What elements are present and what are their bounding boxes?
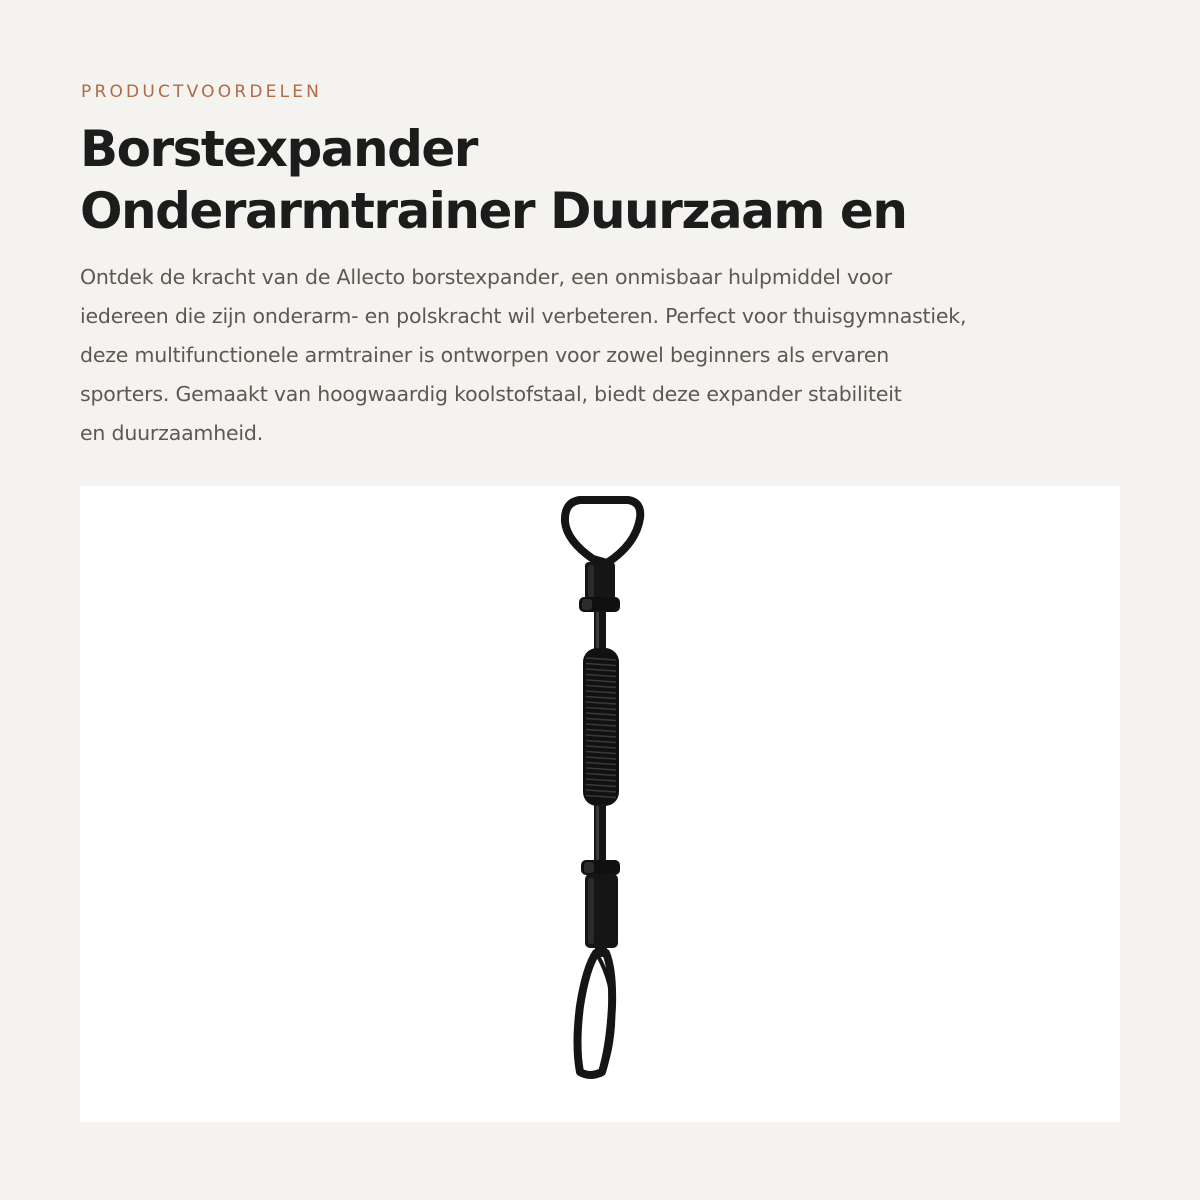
- arm-expander-image: [80, 486, 1120, 1122]
- page-title: [80, 118, 1080, 242]
- top-strap-loop: [565, 500, 640, 563]
- spring-coil: [583, 648, 619, 806]
- title-line-2: Onderarmtrainer Duurzaam en: [80, 182, 907, 240]
- description-line-4: sporters. Gemaakt van hoogwaardig koolstofstaal, biedt deze expander stabiliteit: [80, 382, 902, 406]
- description-line-3: deze multifunctionele armtrainer is ontworpen voor zowel beginners als ervaren: [80, 343, 890, 367]
- eyebrow-label: PRODUCTVOORDELEN: [81, 82, 323, 102]
- title-line-1: Borstexpander: [80, 120, 477, 178]
- description-line-5: en duurzaamheid.: [80, 421, 264, 445]
- lower-rod: [594, 804, 606, 862]
- description-line-2: iedereen die zijn onderarm- en polskracht wil verbeteren. Perfect voor thuisgymnastiek,: [80, 304, 967, 328]
- upper-rod: [594, 610, 606, 650]
- product-description: [80, 258, 1120, 453]
- description-line-1: Ontdek de kracht van de Allecto borstexpander, een onmisbaar hulpmiddel voor: [80, 265, 892, 289]
- product-image-panel: [80, 486, 1120, 1122]
